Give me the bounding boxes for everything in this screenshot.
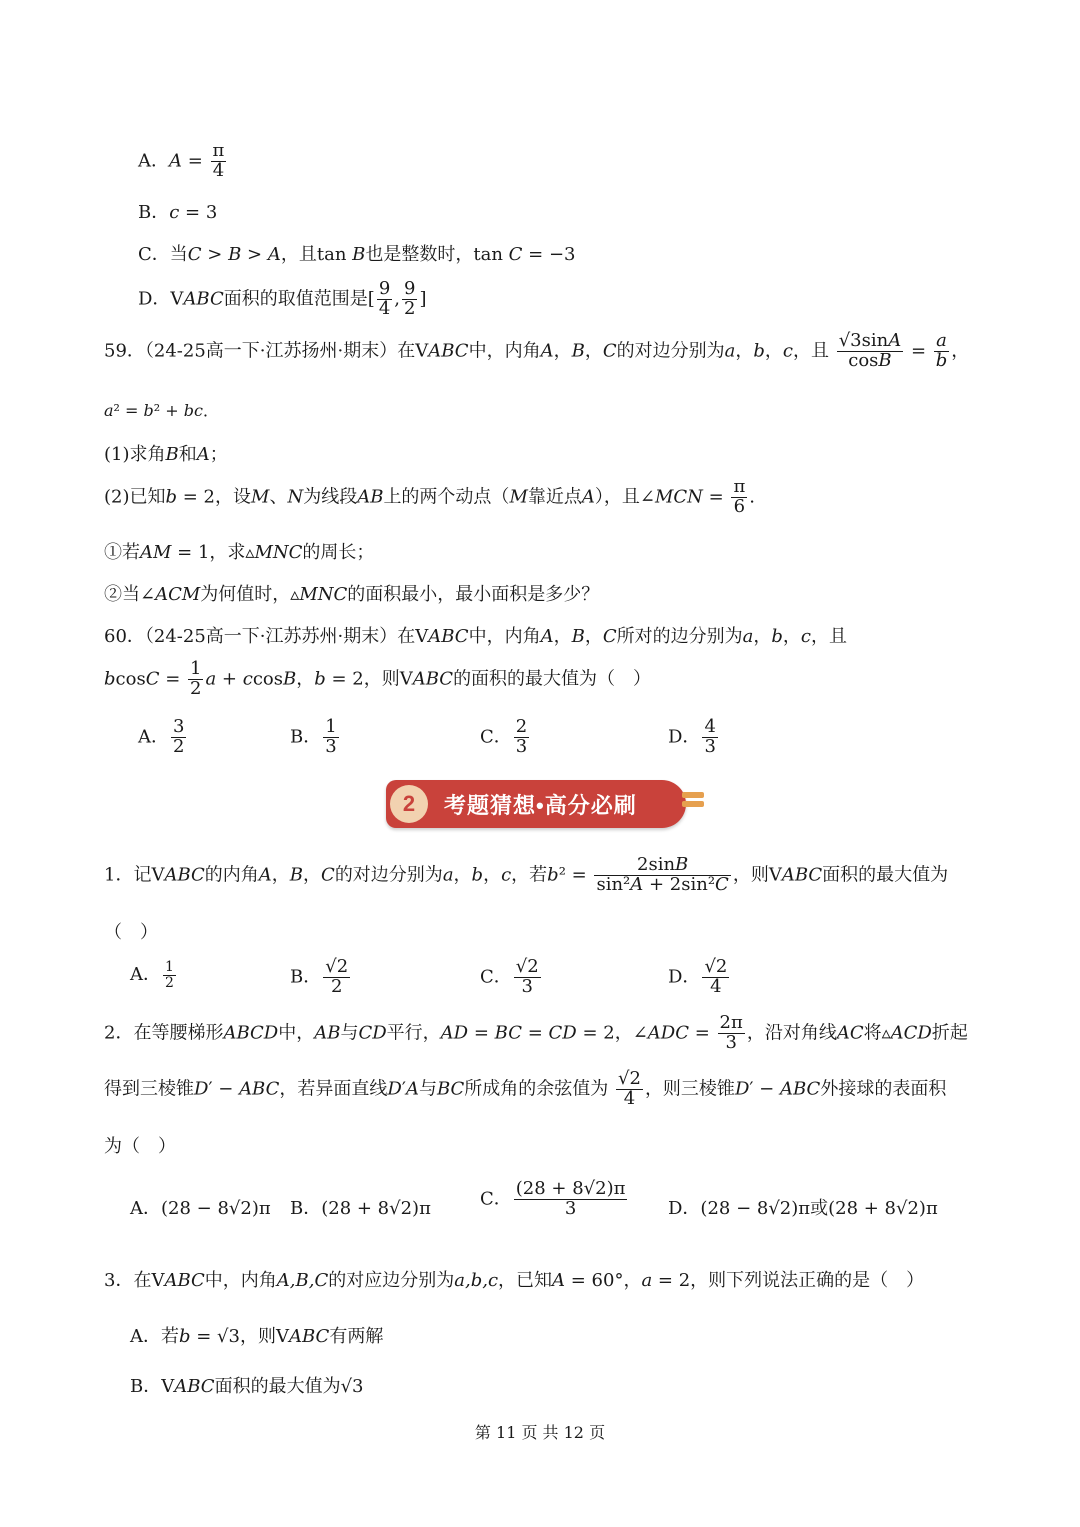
p1-option-d: D． $\frac{√2}{4}$ <box>668 956 728 997</box>
q58-option-d: D．VABC面积的取值范围是[ $\frac{9}{4}$ , $\frac{9}{2}$ ] <box>138 278 427 319</box>
p3-stem: 3．在VABC中，内角A,B,C的对应边分别为a,b,c，已知A = 60°，a = 2，则下列说法正确的是（ ） <box>104 1270 925 1291</box>
q60-option-a: A． $\frac{3}{2}$ <box>138 716 185 757</box>
q60-option-c: C． $\frac{2}{3}$ <box>480 716 528 757</box>
q59-stem: 59．（24-25高一下·江苏扬州·期末）在VABC中，内角A，B，C的对边分别为a，b，c，且 $\frac{√3\sin A}{\cos B}$ = $\frac{a}{b}$ ， <box>104 330 970 371</box>
banner-decoration-icon <box>682 792 704 816</box>
p2-line-2: 得到三棱锥D′ − ABC，若异面直线D′A与BC所成角的余弦值为 $\frac{√2}{4}$ ，则三棱锥D′ − ABC外接球的表面积 <box>104 1068 947 1109</box>
section-banner <box>386 780 686 828</box>
q59-condition: a² = b² + bc． <box>104 401 220 420</box>
p1-option-c: C． $\frac{√2}{3}$ <box>480 956 539 997</box>
p1-paren: （ ） <box>104 922 158 943</box>
p1-stem: 1．记VABC的内角A，B，C的对边分别为a，b，c，若b² = $\frac{2\sin B}{\text{sin²A + 2sin²C}}$ ，则VABC面积的最大值为 <box>104 854 949 895</box>
q60-option-d: D． $\frac{4}{3}$ <box>668 716 716 757</box>
q59-part-2a: ①若AM = 1，求▵MNC的周长； <box>104 542 375 563</box>
section-title: 考题猜想•高分必刷 <box>444 793 637 818</box>
p3-option-b: B．VABC面积的最大值为√3 <box>130 1376 364 1397</box>
p2-stem: 2．在等腰梯形ABCD中，AB与CD平行，AD = BC = CD = 2，∠ADC = $\frac{2\pi}{3}$ ，沿对角线AC将▵ACD折起 <box>104 1012 968 1053</box>
q58-option-c: C．当C > B > A，且tan B也是整数时，tan C = −3 <box>138 244 576 265</box>
q60-stem: 60．（24-25高一下·江苏苏州·期末）在VABC中，内角A，B，C所对的边分别为a，b，c，且 <box>104 626 847 647</box>
p3-option-a: A．若b = √3，则VABC有两解 <box>130 1326 384 1347</box>
p2-option-b: B．(28 + 8√2)π <box>290 1198 431 1219</box>
p1-option-b: B． $\frac{√2}{2}$ <box>290 956 349 997</box>
p2-option-c: C． $\frac{(28 + 8√2)\pi}{3}$ <box>480 1178 626 1219</box>
q59-part-1: (1)求角B和A； <box>104 444 228 465</box>
p2-line-3: 为（ ） <box>104 1136 176 1157</box>
q60-option-b: B． $\frac{1}{3}$ <box>290 716 337 757</box>
p2-option-a: A．(28 − 8√2)π <box>130 1198 271 1219</box>
q59-part-2: (2)已知b = 2，设M、N为线段AB上的两个动点（M靠近点A），且∠MCN = $\frac{\pi}{6}$ . <box>104 476 756 517</box>
q59-part-2b: ②当∠ACM为何值时，▵MNC的面积最小，最小面积是多少？ <box>104 584 600 605</box>
p2-option-d: D．(28 − 8√2)π或(28 + 8√2)π <box>668 1198 938 1219</box>
p1-option-a: A． $\frac{1}{2}$ <box>130 959 174 991</box>
page-footer: 第 11 页 共 12 页 <box>474 1423 606 1442</box>
q60-condition: bcosC = $\frac{1}{2}$ a + ccosB，b = 2，则VABC的面积的最大值为（ ） <box>104 658 652 699</box>
q58-option-b: B．c = 3 <box>138 202 218 223</box>
q58-option-a: A．A = $\frac{\pi}{4}$ <box>138 140 225 181</box>
section-number: 2 <box>390 785 428 823</box>
